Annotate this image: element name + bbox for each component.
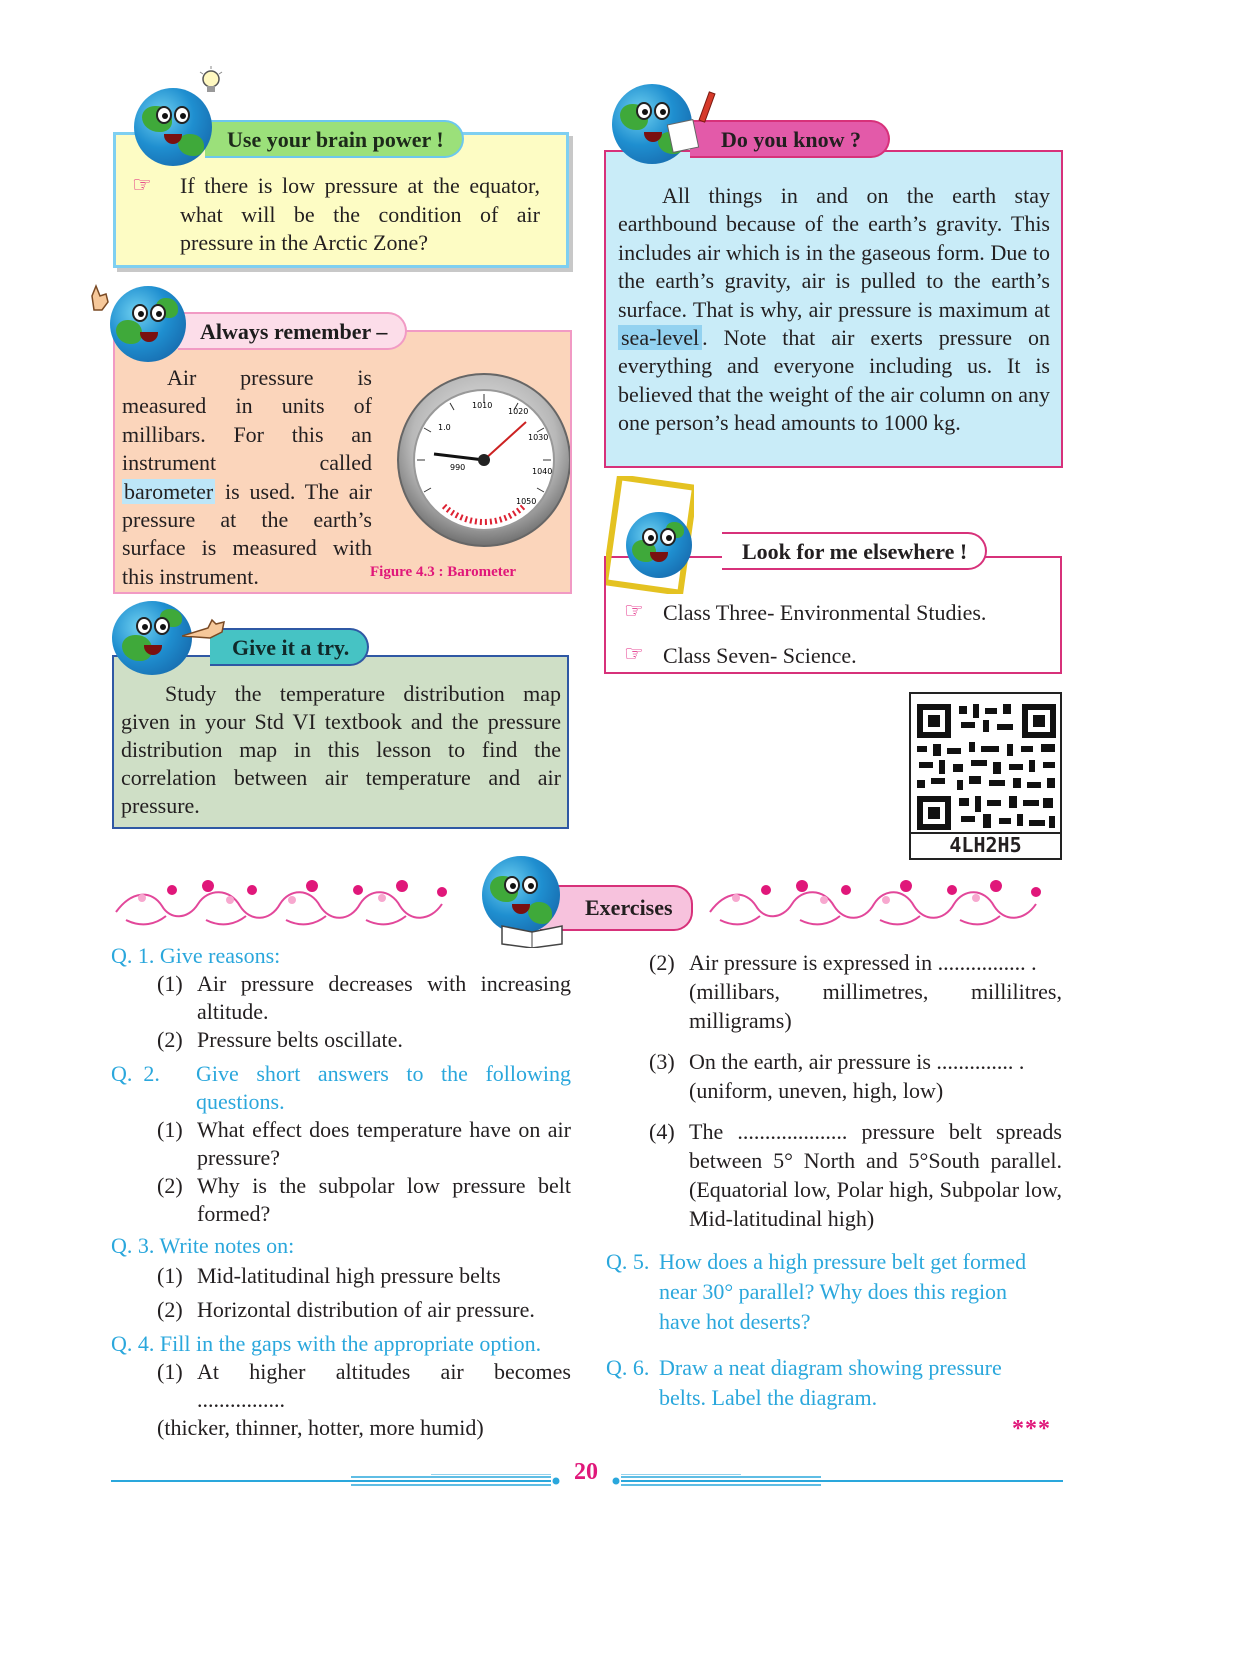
- exercises-title: Exercises: [540, 885, 693, 931]
- q4-item-1-num: (1): [157, 1359, 183, 1384]
- q4-item-4-body: [689, 1117, 1062, 1233]
- q1-label: Q. 1. Give reasons:: [111, 943, 281, 968]
- remember-text-part1: Air pressure is measured in units of millibars. For this an instrument called: [122, 365, 372, 476]
- page-number: 20: [574, 1459, 598, 1485]
- dial-label-1020: 1020: [508, 407, 529, 416]
- look-elsewhere-item-1: Class Three- Environmental Studies.: [663, 600, 987, 625]
- do-you-know-title: Do you know ?: [690, 120, 890, 158]
- q2-item-2: [111, 1172, 571, 1228]
- q3-item-2-num: (2): [157, 1297, 183, 1322]
- q1-item-1: [111, 970, 571, 1026]
- brain-power-title: Use your brain power !: [205, 120, 464, 158]
- footer-rule-right: [611, 1474, 1063, 1488]
- q2-label: Q. 2. Give short answers to the following questions.: [111, 1061, 571, 1114]
- q4-item-2-options: (millibars, millimetres, millilitres, milligrams): [689, 979, 1062, 1033]
- dial-label-1010: 1010: [472, 401, 493, 410]
- q6: [606, 1353, 1062, 1413]
- dial-label-1050: 1050: [516, 497, 537, 506]
- q1-item-1-text: Air pressure decreases with increasing altitude.: [197, 971, 571, 1024]
- footer-rule-left: [111, 1474, 561, 1488]
- globe-mascot-icon: [626, 512, 692, 578]
- q4-item-3-body: [689, 1047, 1062, 1105]
- q4-item-2-body: [689, 948, 1062, 1035]
- q3-label: Q. 3. Write notes on:: [111, 1233, 295, 1258]
- q4-item-3: [606, 1047, 1062, 1105]
- q2-item-2-text: Why is the subpolar low pressure belt formed?: [197, 1173, 571, 1226]
- q4-item-2-num: (2): [649, 950, 675, 975]
- q2-item-2-num: (2): [157, 1173, 183, 1198]
- qr-code[interactable]: [909, 692, 1062, 860]
- q3-item-1: [111, 1262, 571, 1290]
- q4-item-3-text: On the earth, air pressure is .............. .: [689, 1049, 1025, 1074]
- q3-item-2-text: Horizontal distribution of air pressure.: [197, 1297, 535, 1322]
- q4-item-4: [606, 1117, 1062, 1233]
- barometer-highlight: barometer: [124, 478, 214, 504]
- know-text-part1: All things in and on the earth stay earthbound because of the earth’s gravity. This includes air which is in the gaseous form. Due to the earth’s gravity, air is pulled to the earth’s surface. That is why, air pressure is maximum at: [618, 183, 1050, 322]
- always-remember-title: Always remember –: [178, 312, 407, 350]
- qr-code-label: 4LH2H5: [911, 832, 1060, 856]
- dial-label-1030: 1030: [528, 433, 549, 442]
- q4-item-4-num: (4): [649, 1119, 675, 1144]
- q2-item-1: [111, 1116, 571, 1172]
- q2-item-1-num: (1): [157, 1117, 183, 1142]
- q4-item-4-options: (Equatorial low, Polar high, Subpolar low, Mid-latitudinal high): [689, 1177, 1062, 1231]
- q4-item-2-text: Air pressure is expressed in ................ .: [689, 950, 1037, 975]
- pointing-arm-icon: [182, 618, 226, 644]
- look-elsewhere-title: Look for me elsewhere !: [722, 532, 987, 570]
- q4-item-4-text: The .................... pressure belt spreads between 5° North and 5°South parallel.: [689, 1119, 1062, 1173]
- sea-level-highlight: sea-level: [618, 325, 702, 350]
- lightbulb-icon: [198, 66, 224, 98]
- q4-item-3-num: (3): [649, 1049, 675, 1074]
- q2-label-text: Give short answers to the following questions.: [196, 1061, 571, 1114]
- q4-item-1: [111, 1358, 571, 1414]
- q5: [606, 1247, 1062, 1337]
- end-mark: ***: [1012, 1416, 1051, 1442]
- q4-item-2: [606, 948, 1062, 1035]
- q1-item-1-num: (1): [157, 971, 183, 996]
- exercises-right-column: [606, 948, 1062, 1413]
- q4-item-1-options: (thicker, thinner, hotter, more humid): [157, 1415, 484, 1440]
- floral-divider-right: [706, 876, 1058, 934]
- q5-text: How does a high pressure belt get formed near 30° parallel? Why does this region have hot deserts?: [659, 1249, 1027, 1334]
- give-it-a-try-title: Give it a try.: [210, 628, 369, 666]
- do-you-know-text: [618, 182, 1050, 438]
- q1-item-2-num: (2): [157, 1027, 183, 1052]
- exercises-left-column: [111, 942, 571, 1442]
- q3-item-2: [111, 1296, 571, 1324]
- pencil-paper-icon: [664, 88, 728, 154]
- pointing-hand-icon: ☞: [624, 598, 644, 623]
- dial-label-1-0: 1.0: [438, 423, 451, 432]
- give-it-a-try-text: Study the temperature distribution map given in your Std VI textbook and the pressure distribution map in this lesson to find the correlation between air temperature and air pressure.: [121, 681, 561, 818]
- pointing-hand-icon: ☞: [132, 172, 152, 197]
- globe-mascot-icon: [112, 601, 192, 675]
- q4-item-3-options: (uniform, uneven, high, low): [689, 1078, 944, 1103]
- remember-text-part2: is used. The air pressure at the earth’s surface is measured with this instrument.: [122, 478, 372, 589]
- dial-label-1040: 1040: [532, 467, 553, 476]
- q2-item-1-text: What effect does temperature have on air pressure?: [197, 1117, 571, 1170]
- q3-item-1-num: (1): [157, 1263, 183, 1288]
- always-remember-text: [122, 364, 372, 591]
- barometer-image: [394, 366, 570, 564]
- look-elsewhere-item-2: Class Seven- Science.: [663, 643, 857, 668]
- floral-divider-left: [112, 876, 464, 934]
- q1-item-2: [111, 1026, 571, 1054]
- pointing-hand-icon: ☞: [624, 641, 644, 666]
- q5-label: Q. 5.: [606, 1249, 650, 1274]
- know-text-part2: . Note that air exerts pressure on everything and everyone including us. It is believed that the weight of the air column on any one person’s head amounts to 1000 kg.: [618, 325, 1050, 436]
- brain-power-text: If there is low pressure at the equator, what will be the condition of air pressure in the Arctic Zone?: [180, 173, 540, 255]
- q4-item-1-text: At higher altitudes air becomes ................: [197, 1359, 571, 1412]
- q1-item-2-text: Pressure belts oscillate.: [197, 1027, 403, 1052]
- q3-item-1-text: Mid-latitudinal high pressure belts: [197, 1263, 501, 1288]
- q4-label: Q. 4. Fill in the gaps with the appropriate option.: [111, 1331, 542, 1356]
- globe-mascot-icon: [110, 286, 186, 362]
- q6-label: Q. 6.: [606, 1355, 650, 1380]
- waving-hand-icon: [88, 282, 112, 312]
- q6-text: Draw a neat diagram showing pressure belts. Label the diagram.: [659, 1355, 1002, 1410]
- figure-caption: Figure 4.3 : Barometer: [370, 564, 517, 580]
- dial-label-990: 990: [450, 463, 466, 472]
- globe-mascot-icon: [134, 88, 212, 166]
